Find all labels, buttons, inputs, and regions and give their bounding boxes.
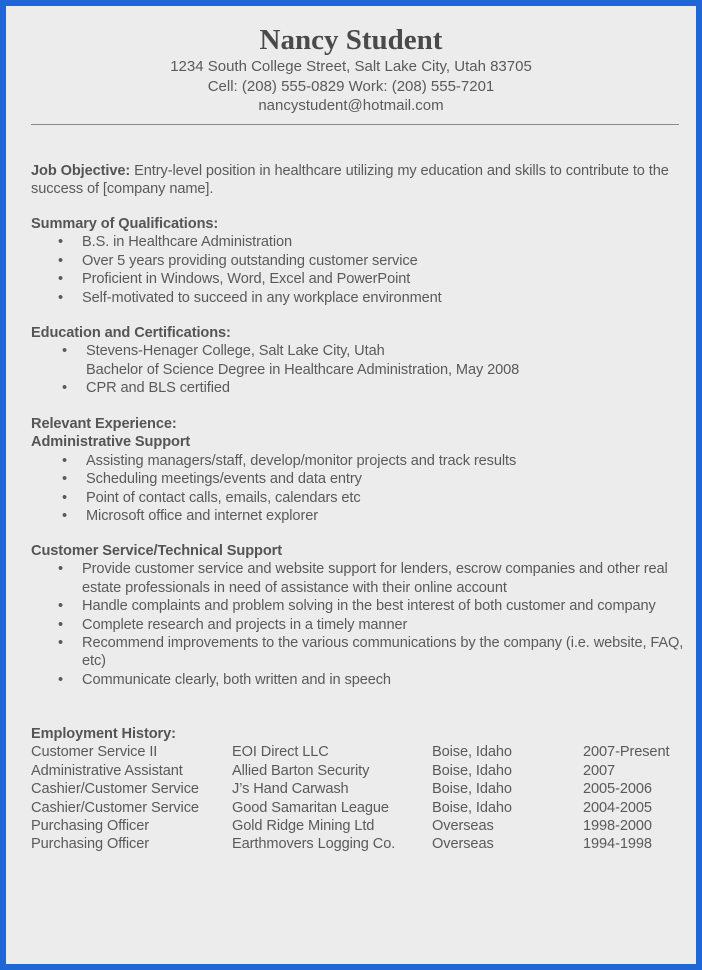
list-item: • Microsoft office and internet explorer — [31, 507, 691, 525]
list-item: • Self-motivated to succeed in any workplace environment — [31, 289, 691, 307]
employer: Gold Ridge Mining Ltd — [232, 818, 375, 835]
admin-heading: Administrative Support — [31, 434, 191, 451]
location: Boise, Idaho — [432, 762, 512, 779]
dates: 2004-2005 — [583, 799, 652, 816]
table-row — [31, 817, 691, 835]
dates: 1994-1998 — [583, 836, 652, 853]
employer: EOI Direct LLC — [232, 744, 329, 761]
job-title: Administrative Assistant — [31, 762, 183, 779]
list-item: • Assisting managers/staff, develop/monitor projects and track results — [31, 452, 691, 470]
job-title: Cashier/Customer Service — [31, 799, 199, 816]
employer: Allied Barton Security — [232, 762, 370, 779]
list-item: • Handle complaints and problem solving in the best interest of both customer and company — [31, 597, 691, 615]
list-item: • CPR and BLS certified — [31, 379, 691, 397]
dates: 2005-2006 — [583, 781, 652, 798]
location: Boise, Idaho — [432, 799, 512, 816]
location: Overseas — [432, 836, 494, 853]
list-item: • Recommend improvements to the various communications by the company (i.e. website, FAQ, etc) — [31, 634, 691, 671]
list-item: • Over 5 years providing outstanding customer service — [31, 252, 691, 270]
location: Overseas — [432, 818, 494, 835]
job-title: Cashier/Customer Service — [31, 781, 199, 798]
table-row — [31, 743, 691, 761]
education-section — [31, 324, 691, 398]
divider — [31, 124, 679, 125]
job-title: Purchasing Officer — [31, 818, 149, 835]
employer: J’s Hand Carwash — [232, 781, 349, 798]
school: • Stevens-Henager College, Salt Lake City, Utah — [86, 343, 385, 360]
list-item: • Communicate clearly, both written and in speech — [31, 671, 691, 689]
summary-section — [31, 215, 691, 307]
objective-label: Job Objective: — [31, 163, 131, 179]
employer: Good Samaritan League — [232, 799, 389, 816]
degree: Bachelor of Science Degree in Healthcare Administration, May 2008 — [86, 361, 520, 378]
dates: 2007-Present — [583, 744, 670, 761]
list-item: • Proficient in Windows, Word, Excel and PowerPoint — [31, 270, 691, 288]
list-item: • Complete research and projects in a timely manner — [31, 616, 691, 634]
education-heading: Education and Certifications: — [31, 325, 231, 341]
dates: 1998-2000 — [583, 818, 652, 835]
email: nancystudent@hotmail.com — [258, 97, 444, 114]
list-item: • Point of contact calls, emails, calendars etc — [31, 489, 691, 507]
objective-text: Entry-level position in healthcare utilizing my education and skills to contribute to the success of [company name]. — [31, 163, 669, 198]
employment-table — [31, 743, 691, 853]
job-title: Purchasing Officer — [31, 836, 149, 853]
table-row — [31, 762, 691, 780]
candidate-name: Nancy Student — [259, 24, 443, 56]
objective-section — [31, 162, 681, 199]
list-item: • Provide customer service and website support for lenders, escrow companies and other real estate professionals in need of assistance with their online account — [31, 560, 691, 597]
list-item: • Scheduling meetings/events and data entry — [31, 470, 691, 488]
job-title: Customer Service II — [31, 744, 158, 761]
employer: Earthmovers Logging Co. — [232, 836, 396, 853]
location: Boise, Idaho — [432, 744, 512, 761]
phone: Cell: (208) 555-0829 Work: (208) 555-7201 — [207, 78, 495, 95]
dates: 2007 — [583, 762, 616, 779]
customer-service-section — [31, 542, 691, 689]
list-item — [31, 342, 691, 379]
employment-heading: Employment History: — [31, 726, 176, 742]
experience-heading: Relevant Experience: — [31, 416, 177, 432]
address: 1234 South College Street, Salt Lake City, Utah 83705 — [170, 58, 532, 75]
table-row — [31, 780, 691, 798]
summary-heading: Summary of Qualifications: — [31, 216, 219, 232]
list-item: • B.S. in Healthcare Administration — [31, 233, 691, 251]
customer-heading: Customer Service/Technical Support — [31, 543, 282, 559]
table-row — [31, 835, 691, 853]
location: Boise, Idaho — [432, 781, 512, 798]
employment-section — [31, 725, 691, 854]
experience-section — [31, 415, 691, 525]
table-row — [31, 799, 691, 817]
resume-page — [6, 6, 696, 964]
